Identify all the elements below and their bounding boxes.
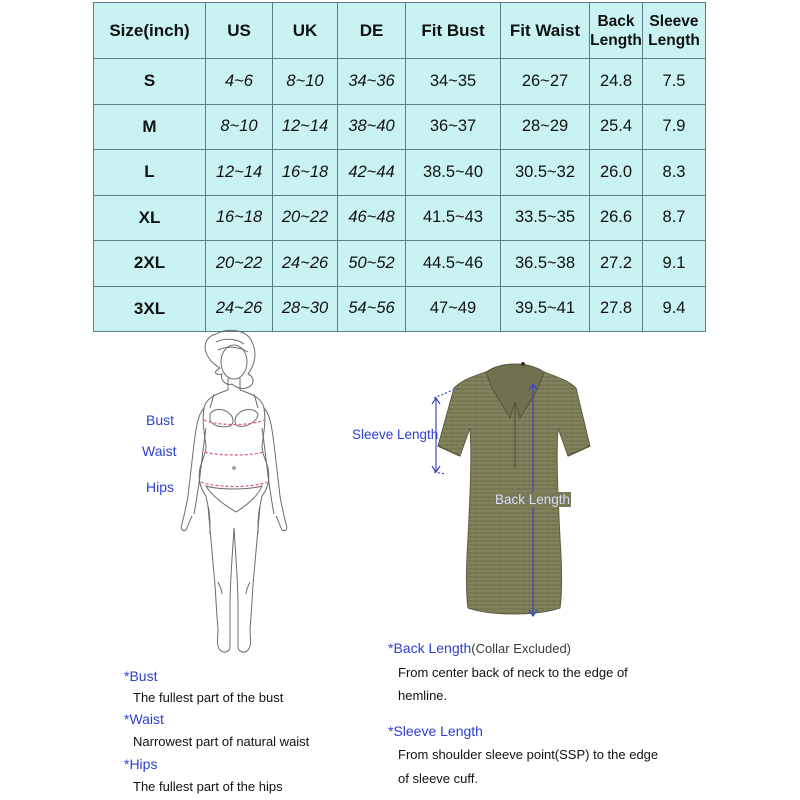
cell-uk: 12~14 xyxy=(273,104,338,150)
sleeve-length-definition-line1: From shoulder sleeve point(SSP) to the edge xyxy=(398,747,659,762)
face-outline xyxy=(221,345,247,379)
waist-definition-text: Narrowest part of natural waist xyxy=(133,734,310,749)
header-size: Size(inch) xyxy=(94,3,206,59)
cell-back-length: 27.8 xyxy=(590,286,643,332)
leg-right-outline xyxy=(234,506,260,652)
waist-label: Waist xyxy=(142,443,177,459)
cell-us: 12~14 xyxy=(206,150,273,196)
cell-sleeve-length: 9.1 xyxy=(643,241,706,287)
sleeve-length-label: Sleeve Length xyxy=(352,427,439,442)
cell-us: 4~6 xyxy=(206,59,273,105)
cell-fit-waist: 28~29 xyxy=(501,104,590,150)
cell-uk: 16~18 xyxy=(273,150,338,196)
table-body xyxy=(94,59,706,332)
cell-sleeve-length: 9.4 xyxy=(643,286,706,332)
sleeve-length-definition-line2: of sleeve cuff. xyxy=(398,771,478,786)
table-header-row xyxy=(94,3,706,59)
cell-back-length: 27.2 xyxy=(590,241,643,287)
back-length-definition-line2: hemline. xyxy=(398,688,448,703)
cell-back-length: 24.8 xyxy=(590,59,643,105)
table-row xyxy=(94,241,706,287)
leg-left-outline xyxy=(208,506,234,652)
cell-us: 24~26 xyxy=(206,286,273,332)
cell-fit-waist: 26~27 xyxy=(501,59,590,105)
cell-fit-bust: 34~35 xyxy=(406,59,501,105)
cell-de: 34~36 xyxy=(338,59,406,105)
cell-size: 2XL xyxy=(94,241,206,287)
waist-definition-term: *Waist xyxy=(124,711,164,727)
cell-fit-bust: 47~49 xyxy=(406,286,501,332)
cell-sleeve-length: 7.5 xyxy=(643,59,706,105)
back-length-label: Back Length xyxy=(495,492,571,507)
cell-uk: 8~10 xyxy=(273,59,338,105)
cell-size: M xyxy=(94,104,206,150)
bust-definition-text: The fullest part of the bust xyxy=(133,690,284,705)
cell-uk: 20~22 xyxy=(273,195,338,241)
cell-us: 20~22 xyxy=(206,241,273,287)
cell-fit-bust: 41.5~43 xyxy=(406,195,501,241)
table-row xyxy=(94,150,706,196)
cell-de: 38~40 xyxy=(338,104,406,150)
cell-sleeve-length: 8.3 xyxy=(643,150,706,196)
cell-us: 8~10 xyxy=(206,104,273,150)
cell-back-length: 26.6 xyxy=(590,195,643,241)
cell-back-length: 26.0 xyxy=(590,150,643,196)
bust-definition-term: *Bust xyxy=(124,668,158,684)
cell-fit-bust: 44.5~46 xyxy=(406,241,501,287)
hips-definition-text: The fullest part of the hips xyxy=(133,779,283,794)
header-us: US xyxy=(206,3,273,59)
cell-de: 46~48 xyxy=(338,195,406,241)
hips-definition-term: *Hips xyxy=(124,756,158,772)
cell-fit-waist: 30.5~32 xyxy=(501,150,590,196)
cell-us: 16~18 xyxy=(206,195,273,241)
header-uk: UK xyxy=(273,3,338,59)
cell-fit-waist: 33.5~35 xyxy=(501,195,590,241)
cell-fit-waist: 36.5~38 xyxy=(501,241,590,287)
cell-fit-bust: 36~37 xyxy=(406,104,501,150)
header-fit-waist: Fit Waist xyxy=(501,3,590,59)
back-length-definition-line1: From center back of neck to the edge of xyxy=(398,665,628,680)
hips-line xyxy=(201,482,267,487)
size-chart-table xyxy=(93,2,706,332)
cell-de: 42~44 xyxy=(338,150,406,196)
cell-uk: 28~30 xyxy=(273,286,338,332)
back-length-term-text: *Back Length xyxy=(388,640,472,656)
cell-size: XL xyxy=(94,195,206,241)
cell-size: L xyxy=(94,150,206,196)
waist-line xyxy=(205,452,263,455)
cell-sleeve-length: 7.9 xyxy=(643,104,706,150)
cell-fit-bust: 38.5~40 xyxy=(406,150,501,196)
back-length-definition-term xyxy=(388,640,571,656)
cell-de: 50~52 xyxy=(338,241,406,287)
table-row xyxy=(94,195,706,241)
cell-fit-waist: 39.5~41 xyxy=(501,286,590,332)
header-de: DE xyxy=(338,3,406,59)
body-measurement-figure xyxy=(150,328,320,663)
header-fit-bust: Fit Bust xyxy=(406,3,501,59)
back-length-note: (Collar Excluded) xyxy=(471,641,571,656)
cell-size: S xyxy=(94,59,206,105)
cell-size: 3XL xyxy=(94,286,206,332)
header-back-length: Back Length xyxy=(590,3,643,59)
cell-back-length: 25.4 xyxy=(590,104,643,150)
sleeve-length-definition-term: *Sleeve Length xyxy=(388,723,483,739)
hips-label: Hips xyxy=(146,479,175,495)
cell-de: 54~56 xyxy=(338,286,406,332)
header-sleeve-length: Sleeve Length xyxy=(643,3,706,59)
table-row xyxy=(94,104,706,150)
cell-uk: 24~26 xyxy=(273,241,338,287)
table-row xyxy=(94,59,706,105)
table-row xyxy=(94,286,706,332)
cell-sleeve-length: 8.7 xyxy=(643,195,706,241)
bust-label: Bust xyxy=(146,412,175,428)
torso-outline xyxy=(199,390,228,534)
